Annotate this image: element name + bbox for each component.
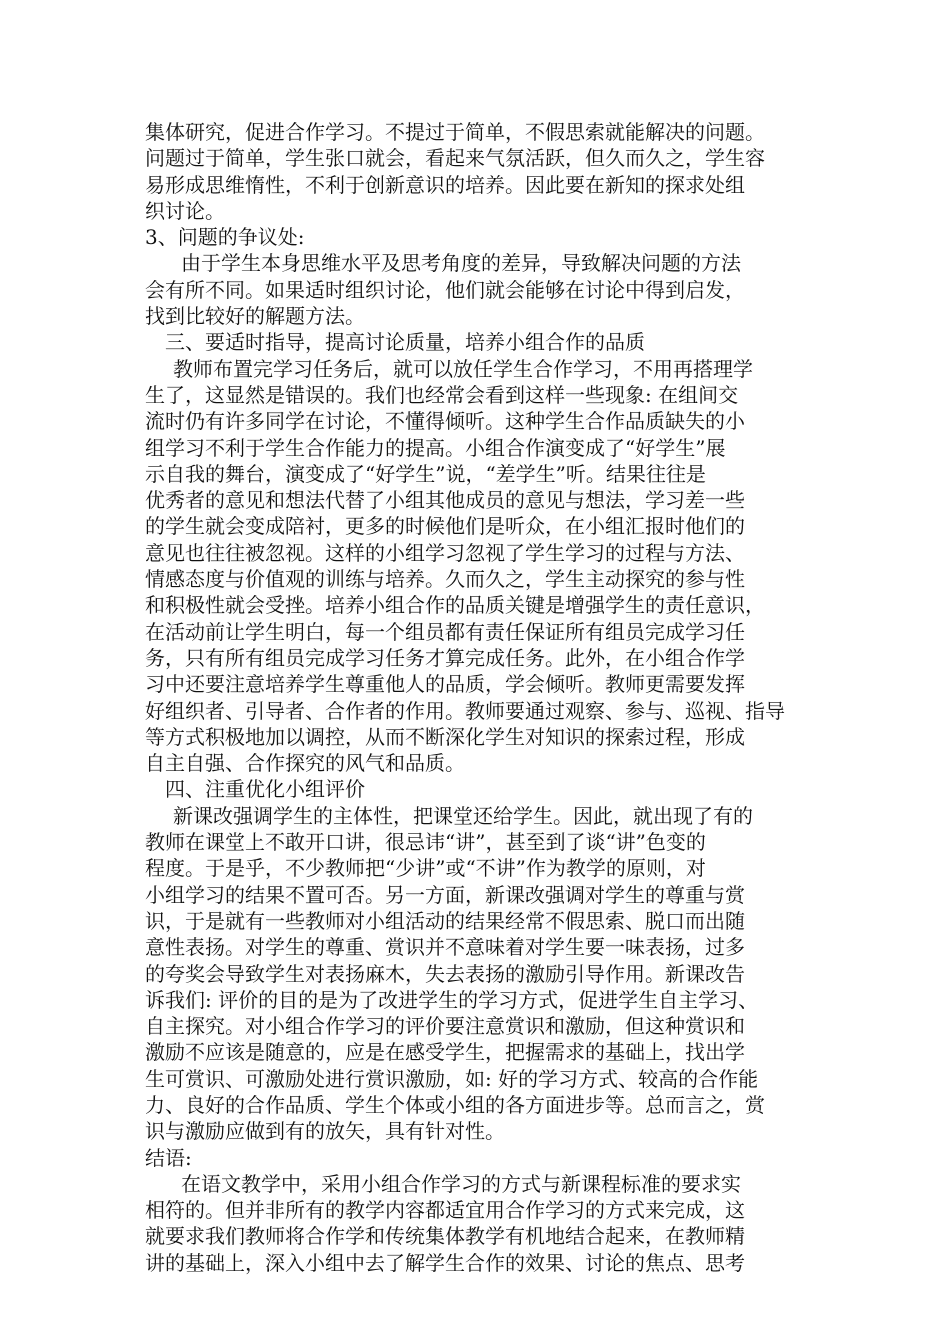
text-line: 组学习不利于学生合作能力的提高。小组合作演变成了“好学生”展 bbox=[145, 435, 726, 460]
text-line: 小组学习的结果不置可否。另一方面，新课改强调对学生的尊重与赏 bbox=[145, 882, 745, 907]
text-line: 程度。于是乎，不少教师把“少讲”或“不讲”作为教学的原则，对 bbox=[145, 856, 706, 881]
text-line: 就要求我们教师将合作学和传统集体教学有机地结合起来，在教师精 bbox=[145, 1224, 745, 1249]
text-line: 讲的基础上，深入小组中去了解学生合作的效果、讨论的焦点、思考 bbox=[145, 1250, 745, 1275]
text-line: 意性表扬。对学生的尊重、赏识并不意味着对学生要一味表扬，过多 bbox=[145, 935, 745, 960]
text-line: 3、问题的争议处: bbox=[145, 225, 305, 250]
text-line: 好组织者、引导者、合作者的作用。教师要通过观察、参与、巡视、指导 bbox=[145, 698, 785, 723]
text-line: 在语文教学中，采用小组合作学习的方式与新课程标准的要求实 bbox=[181, 1171, 741, 1196]
text-line: 易形成思维惰性，不利于创新意识的培养。因此要在新知的探求处组 bbox=[145, 172, 745, 197]
text-line: 流时仍有许多同学在讨论，不懂得倾听。这种学生合作品质缺失的小 bbox=[145, 409, 745, 434]
text-line: 优秀者的意见和想法代替了小组其他成员的意见与想法，学习差一些 bbox=[145, 488, 745, 513]
text-line: 教师布置完学习任务后，就可以放任学生合作学习，不用再搭理学 bbox=[173, 356, 753, 381]
text-line: 生可赏识、可激励处进行赏识激励，如: 好的学习方式、较高的合作能 bbox=[145, 1066, 759, 1091]
text-line: 激励不应该是随意的，应是在感受学生，把握需求的基础上，找出学 bbox=[145, 1040, 745, 1065]
text-line: 示自我的舞台，演变成了“好学生”说，“差学生”听。结果往往是 bbox=[145, 461, 706, 486]
text-line: 新课改强调学生的主体性，把课堂还给学生。因此，就出现了有的 bbox=[173, 803, 753, 828]
text-line: 的学生就会变成陪衬，更多的时候他们是听众，在小组汇报时他们的 bbox=[145, 514, 745, 539]
text-line: 等方式积极地加以调控，从而不断深化学生对知识的探索过程，形成 bbox=[145, 724, 745, 749]
text-line: 务，只有所有组员完成学习任务才算完成任务。此外，在小组合作学 bbox=[145, 645, 745, 670]
text-line: 在活动前让学生明白，每一个组员都有责任保证所有组员完成学习任 bbox=[145, 619, 745, 644]
text-line: 找到比较好的解题方法。 bbox=[145, 304, 365, 329]
text-line: 会有所不同。如果适时组织讨论，他们就会能够在讨论中得到启发， bbox=[145, 277, 745, 302]
text-line: 自主探究。对小组合作学习的评价要注意赏识和激励，但这种赏识和 bbox=[145, 1014, 745, 1039]
text-line: 相符的。但并非所有的教学内容都适宜用合作学习的方式来完成，这 bbox=[145, 1198, 745, 1223]
text-line: 教师在课堂上不敢开口讲，很忌讳“讲”，甚至到了谈“讲”色变的 bbox=[145, 830, 706, 855]
text-line: 识，于是就有一些教师对小组活动的结果经常不假思索、脱口而出随 bbox=[145, 908, 745, 933]
text-line: 四、注重优化小组评价 bbox=[165, 777, 365, 802]
text-line: 习中还要注意培养学生尊重他人的品质，学会倾听。教师更需要发挥 bbox=[145, 672, 745, 697]
text-line: 三、要适时指导，提高讨论质量，培养小组合作的品质 bbox=[165, 330, 645, 355]
text-line: 诉我们: 评价的目的是为了改进学生的学习方式，促进学生自主学习、 bbox=[145, 987, 759, 1012]
text-line: 问题过于简单，学生张口就会，看起来气氛活跃，但久而久之，学生容 bbox=[145, 146, 765, 171]
text-line: 的夸奖会导致学生对表扬麻木，失去表扬的激励引导作用。新课改告 bbox=[145, 961, 745, 986]
text-line: 结语: bbox=[145, 1145, 192, 1170]
text-line: 意见也往往被忽视。这样的小组学习忽视了学生学习的过程与方法、 bbox=[145, 540, 745, 565]
text-line: 由于学生本身思维水平及思考角度的差异，导致解决问题的方法 bbox=[181, 251, 741, 276]
document-body bbox=[145, 119, 815, 1276]
text-line: 集体研究，促进合作学习。不提过于简单，不假思索就能解决的问题。 bbox=[145, 120, 765, 144]
text-line: 和积极性就会受挫。培养小组合作的品质关键是增强学生的责任意识， bbox=[145, 593, 765, 618]
text-line: 情感态度与价值观的训练与培养。久而久之，学生主动探究的参与性 bbox=[145, 567, 745, 592]
text-line: 织讨论。 bbox=[145, 198, 225, 223]
text-line: 力、良好的合作品质、学生个体或小组的各方面进步等。总而言之，赏 bbox=[145, 1092, 765, 1117]
text-line: 生了，这显然是错误的。我们也经常会看到这样一些现象: 在组间交 bbox=[145, 382, 739, 407]
text-line: 识与激励应做到有的放矢，具有针对性。 bbox=[145, 1119, 505, 1144]
text-line: 自主自强、合作探究的风气和品质。 bbox=[145, 751, 465, 776]
